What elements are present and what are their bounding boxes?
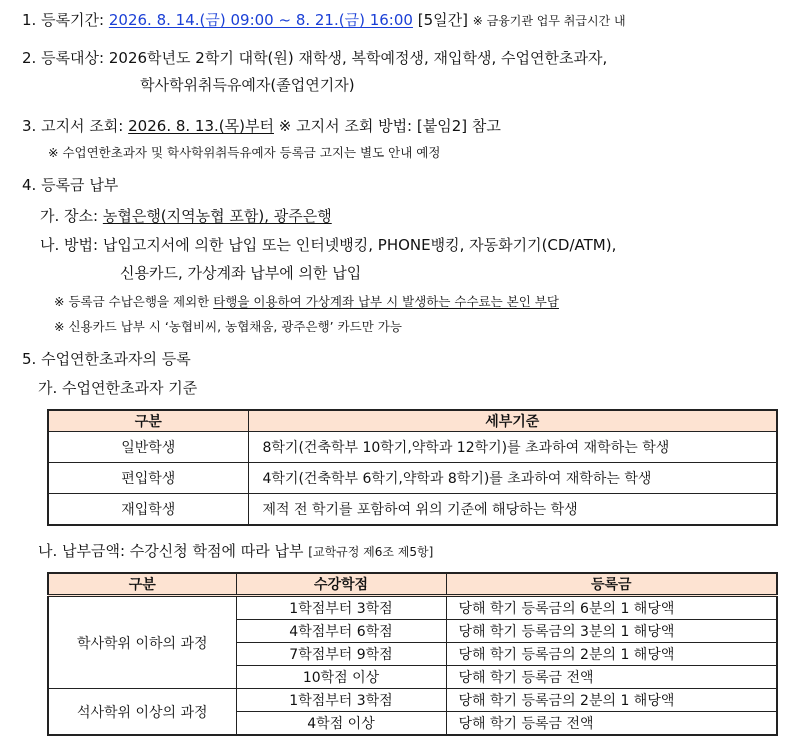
table-cell: 4학점부터 6학점 bbox=[236, 620, 446, 643]
payment-method-label: 나. 방법: bbox=[40, 236, 99, 254]
table-header-cell: 등록금 bbox=[446, 573, 777, 596]
registration-target-line1: 2026학년도 2학기 대학(원) 재학생, 복학예정생, 재입학생, 수업연한초과자, bbox=[108, 49, 608, 67]
table-row bbox=[48, 689, 777, 712]
section-5-title: 5. 수업연한초과자의 등록 bbox=[22, 350, 191, 368]
table-cell: 편입학생 bbox=[48, 463, 248, 494]
invoice-lookup-date: 2026. 8. 13.(목)부터 bbox=[128, 117, 274, 135]
registration-period-dates: 2026. 8. 14.(금) 09:00 ~ 8. 21.(금) 16:00 bbox=[108, 11, 413, 29]
table-cell: 일반학생 bbox=[48, 432, 248, 463]
payment-method-line2: 신용카드, 가상계좌 납부에 의한 납입 bbox=[120, 264, 362, 282]
table-group-cell: 석사학위 이상의 과정 bbox=[48, 689, 236, 736]
table-cell: 재입학생 bbox=[48, 494, 248, 526]
registration-target-line2: 학사학위취득유예자(졸업연기자) bbox=[140, 76, 355, 94]
table-cell: 당해 학기 등록금의 2분의 1 해당액 bbox=[446, 689, 777, 712]
payment-note-fee bbox=[54, 292, 559, 312]
table-row bbox=[48, 463, 777, 494]
registration-period-note: ※ 금융기관 업무 취급시간 내 bbox=[472, 14, 626, 28]
table-header-row bbox=[48, 573, 777, 596]
table-cell: 제적 전 학기를 포함하여 위의 기준에 해당하는 학생 bbox=[248, 494, 777, 526]
invoice-lookup-note: ※ 수업연한초과자 및 학사학위취득유예자 등록금 고지는 별도 안내 예정 bbox=[48, 145, 441, 160]
table-header-cell: 구분 bbox=[48, 410, 248, 432]
section-5-sub-b bbox=[38, 541, 433, 562]
table-cell: 당해 학기 등록금의 2분의 1 해당액 bbox=[446, 643, 777, 666]
registration-period-label: 1. 등록기간: bbox=[22, 11, 105, 29]
payment-amount-text: 나. 납부금액: 수강신청 학점에 따라 납부 bbox=[38, 542, 304, 560]
payment-place-label: 가. 장소: bbox=[40, 207, 99, 225]
table-header-row bbox=[48, 410, 777, 432]
table-cell: 당해 학기 등록금 전액 bbox=[446, 712, 777, 736]
payment-note-card: ※ 신용카드 납부 시 ‘농협비씨, 농협채움, 광주은행’ 카드만 가능 bbox=[54, 319, 402, 334]
section-2-registration-target bbox=[22, 48, 607, 68]
registration-period-days: [5일간] bbox=[417, 11, 468, 29]
payment-place-value: 농협은행(지역농협 포함), 광주은행 bbox=[102, 207, 332, 225]
table-cell: 1학점부터 3학점 bbox=[236, 596, 446, 620]
invoice-lookup-label: 3. 고지서 조회: bbox=[22, 117, 124, 135]
section-1-registration-period bbox=[22, 10, 626, 31]
table-header-cell: 세부기준 bbox=[248, 410, 777, 432]
table-cell: 4학점 이상 bbox=[236, 712, 446, 736]
table-row bbox=[48, 494, 777, 526]
table-group-cell: 학사학위 이하의 과정 bbox=[48, 596, 236, 689]
payment-amount-reference: [교학규정 제6조 제5항] bbox=[308, 545, 434, 559]
payment-place bbox=[40, 206, 332, 226]
payment-note-fee-pre: ※ 등록금 수납은행을 제외한 bbox=[54, 294, 210, 309]
table-cell: 당해 학기 등록금의 3분의 1 해당액 bbox=[446, 620, 777, 643]
excess-criteria-table bbox=[47, 409, 778, 526]
table-cell: 8학기(건축학부 10학기,약학과 12학기)를 초과하여 재학하는 학생 bbox=[248, 432, 777, 463]
section-3-invoice-lookup bbox=[22, 116, 501, 136]
table-cell: 10학점 이상 bbox=[236, 666, 446, 689]
table-cell: 당해 학기 등록금의 6분의 1 해당액 bbox=[446, 596, 777, 620]
table-header-cell: 수강학점 bbox=[236, 573, 446, 596]
table-row bbox=[48, 596, 777, 620]
payment-amount-table bbox=[47, 572, 778, 736]
table-header-cell: 구분 bbox=[48, 573, 236, 596]
section-5-sub-a: 가. 수업연한초과자 기준 bbox=[38, 379, 198, 397]
payment-method bbox=[40, 235, 616, 255]
table-row bbox=[48, 432, 777, 463]
payment-method-line1: 납입고지서에 의한 납입 또는 인터넷뱅킹, PHONE뱅킹, 자동화기기(CD/ATM), bbox=[102, 236, 617, 254]
table-cell: 당해 학기 등록금 전액 bbox=[446, 666, 777, 689]
table-cell: 1학점부터 3학점 bbox=[236, 689, 446, 712]
payment-note-fee-underlined: 타행을 이용하여 가상계좌 납부 시 발생하는 수수료는 본인 부담 bbox=[213, 294, 559, 309]
table-cell: 7학점부터 9학점 bbox=[236, 643, 446, 666]
table-cell: 4학기(건축학부 6학기,약학과 8학기)를 초과하여 재학하는 학생 bbox=[248, 463, 777, 494]
section-4-title: 4. 등록금 납부 bbox=[22, 176, 119, 194]
invoice-lookup-method: ※ 고지서 조회 방법: [붙임2] 참고 bbox=[278, 117, 501, 135]
registration-target-label: 2. 등록대상: bbox=[22, 49, 105, 67]
